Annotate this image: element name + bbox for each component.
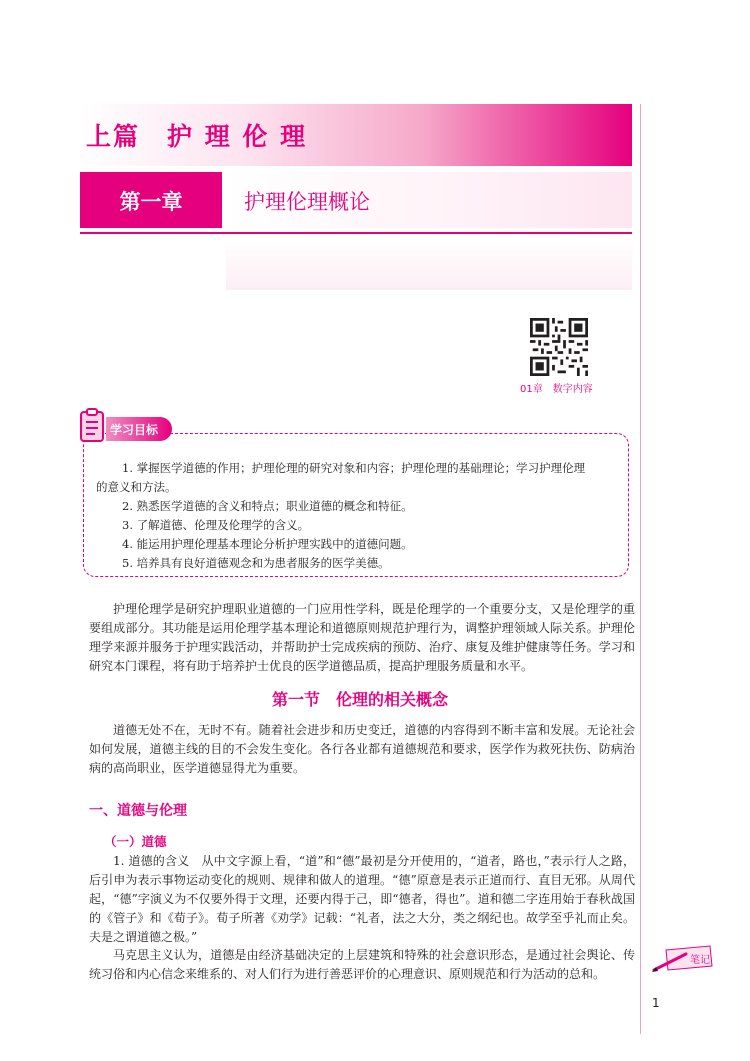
objective-item: 3. 了解道德、伦理及伦理学的含义。 (122, 518, 310, 532)
qr-code-icon[interactable] (530, 318, 588, 376)
subsection-heading: 一、道德与伦理 (89, 803, 187, 819)
section-title: 第一节 伦理的相关概念 (271, 690, 448, 709)
objective-item: 5. 培养具有良好道德观念和为患者服务的医学美德。 (122, 556, 390, 570)
body-paragraph: 1. 道德的含义 从中文字源上看，“道”和“德”最初是分开使用的，“道者，路也，”表示行人之路，后引申为表示事物运动变化的规则、规律和做人的道理。“德”原意是表示正道而行、直目无邪。从周代起，“德”字演义为不仅要外得于文理，还要内得于己，即“德者，得也”。道和德二字连用始于春秋战国的《管子》和《荀子》。荀子所著《劝学》记载：“礼者，法之大分，类之纲纪也。故学至乎礼而止矣。夫是之谓道德之极。” (89, 854, 635, 944)
part-title: 上篇 护 理 伦 理 (86, 122, 308, 151)
objectives-tab-label: 学习目标 (110, 423, 159, 437)
notes-label: 笔记 (690, 955, 710, 966)
notes-pencil-icon (652, 940, 714, 974)
intro-paragraph: 护理伦理学是研究护理职业道德的一门应用性学科，既是伦理学的一个重要分支，又是伦理学的重要组成部分。其功能是运用伦理学基本理论和道德原则规范护理行为，调整护理领域人际关系。护理伦理学来源并服务于护理实践活动，并帮助护士完成疾病的预防、治疗、康复及维护健康等任务。学习和研究本门课程，将有助于培养护士优良的医学道德品质，提高护理服务质量和水平。 (89, 602, 635, 673)
chapter-shade (226, 238, 632, 290)
section-paragraph: 道德无处不在，无时不有。随着社会进步和历史变迁，道德的内容得到不断丰富和发展。无论社会如何发展，道德主线的目的不会发生变化。各行各业都有道德规范和要求，医学作为救死扶伤、防病治病的高尚职业，医学道德显得尤为重要。 (89, 723, 635, 775)
clipboard-icon (78, 408, 108, 444)
chapter-title: 护理伦理概论 (244, 190, 370, 214)
qr-caption: 01章 数字内容 (520, 384, 593, 395)
chapter-divider (80, 232, 632, 234)
objective-item: 1. 掌握医学道德的作用；护理伦理的研究对象和内容；护理伦理的基础理论；学习护理伦理 (122, 461, 586, 475)
objective-item: 2. 熟悉医学道德的含义和特点；职业道德的概念和特征。 (122, 499, 413, 513)
subsubsection-heading: （一）道德 (104, 834, 167, 849)
margin-rule (640, 104, 641, 1034)
objective-item: 4. 能运用护理伦理基本理论分析护理实践中的道德问题。 (122, 537, 413, 551)
chapter-number: 第一章 (119, 190, 183, 214)
page-number: 1 (652, 996, 660, 1010)
objective-item-continued: 的意义和方法。 (96, 480, 177, 494)
body-paragraph: 马克思主义认为，道德是由经济基础决定的上层建筑和特殊的社会意识形态，是通过社会舆论、传统习俗和内心信念来维系的、对人们行为进行善恶评价的心理意识、原则规范和行为活动的总和。 (89, 948, 635, 981)
